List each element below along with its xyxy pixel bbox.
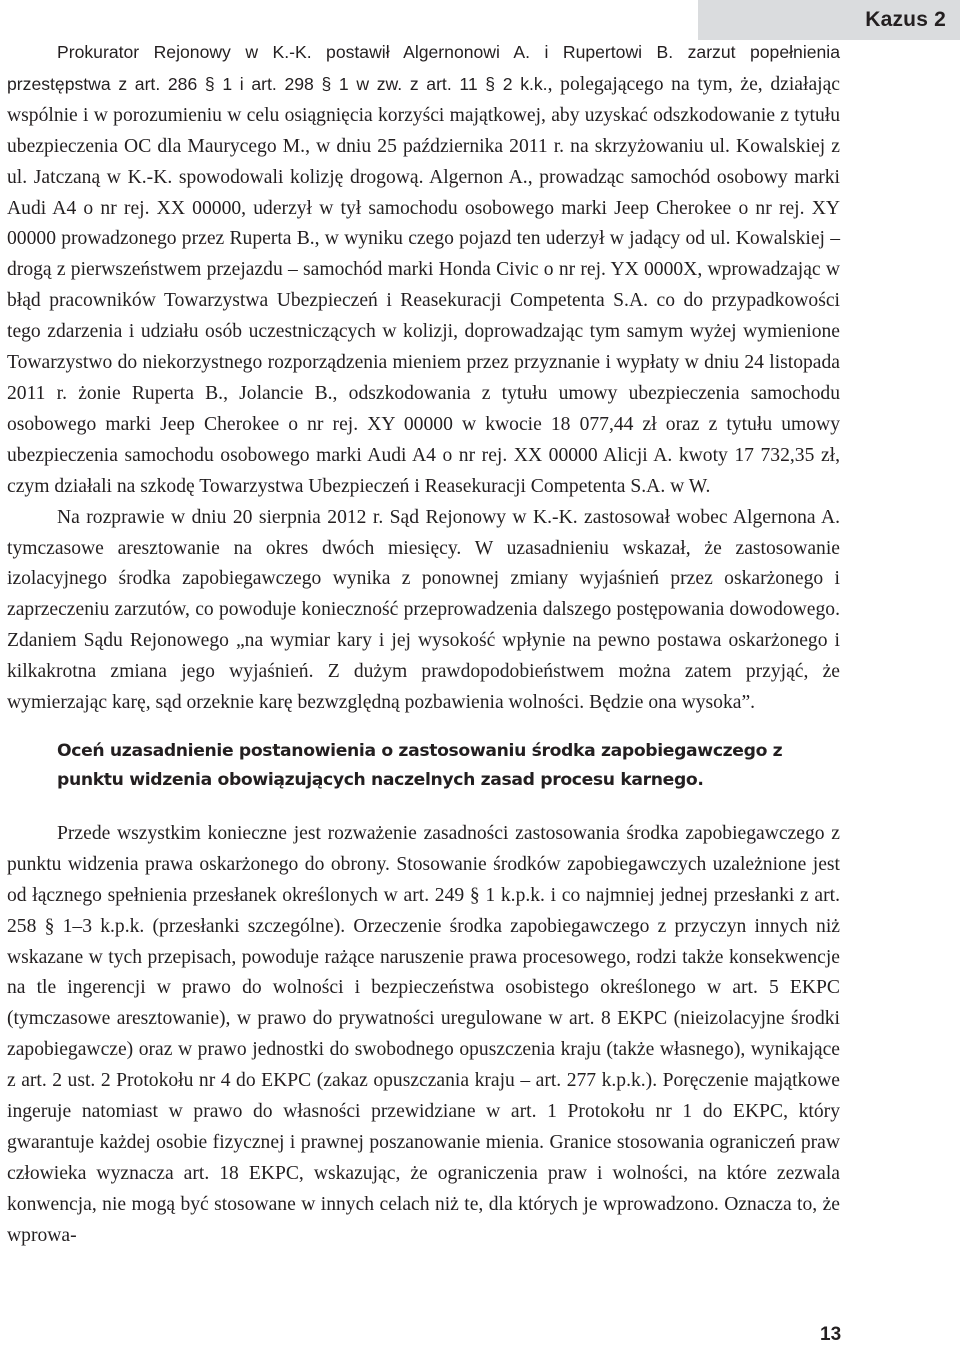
case-question: Oceń uzasadnienie postanowienia o zastosowaniu środka zapobiegawczego z punktu widzenia obowiązujących naczelnych zasad procesu karnego.: [57, 740, 783, 790]
case-facts-body: , polegającego na tym, że, działając wspólnie i w porozumieniu w celu osiągnięcia korzyści majątkowej, aby uzyskać odszkodowanie z tytułu ubezpieczenia OC dla Maurycego M., w dniu 25 października 2011 r. na skrzyżowaniu ul. Kowalskiej z ul. Jatczaną w K.-K. spowodowali kolizję drogową. Algernon A., prowadząc samochód osobowy marki Audi A4 o nr rej. XX 00000, uderzył w tył samochodu osobowego marki Jeep Cherokee o nr rej. XY 00000 prowadzonego przez Ruperta B., w wyniku czego pojazd ten uderzył w jadący od ul. Kowalskiej – drogą z pierwszeństwem przejazdu – samochód marki Honda Civic o nr rej. YX 0000X, wprowadzając w błąd pracowników Towarzystwa Ubezpieczeń i Reasekuracji Competenta S.A. co do przypadkowości tego zdarzenia i udziału osób uczestniczących w kolizji, doprowadzając tym samym wyżej wymienione Towarzystwo do niekorzystnego rozporządzenia mieniem przez przyznanie i wypłaty w dniu 24 listopada 2011 r. żonie Ruperta B., Jolancie B., odszkodowania z tytułu umowy ubezpieczenia samochodu osobowego marki Jeep Cherokee o nr rej. XY 00000 w kwocie 18 077,44 zł oraz z tytułu umowy ubezpieczenia samochodu osobowego marki Audi A4 o nr rej. XX 00000 Alicji A. kwoty 17 732,35 zł, czym działali na szkodę Towarzystwa Ubezpieczeń i Reasekuracji Competenta S.A. w W.: [7, 73, 840, 497]
case-facts-lead: Prokurator Rejonowy w K.-K. postawił Algernonowi A. i Rupertowi B. zarzut popełnienia przestępstwa z art. 286 § 1 i art. 298 § 1 w zw. z art. 11 § 2 k.k.: [7, 42, 840, 94]
section-tab-header: [698, 0, 960, 40]
page-number: 13: [820, 1324, 842, 1345]
page-body: [7, 37, 840, 1252]
section-tab-label: Kazus 2: [865, 8, 946, 31]
answer-paragraph: Przede wszystkim konieczne jest rozważenie zasadności zastosowania środka zapobiegawczego z punktu widzenia prawa oskarżonego do obrony. Stosowanie środków zapobiegawczych uzależnione jest od łącznego spełnienia przesłanek określonych w art. 249 § 1 k.p.k. i co najmniej jednej przesłanki z art. 258 § 1–3 k.p.k. (przesłanki szczególne). Orzeczenie środka zapobiegawczego z przyczyn innych niż wskazane w tych przepisach, powoduje rażące naruszenie prawa procesowego, rodzi także konsekwencje na tle ingerencji w prawo do wolności i bezpieczeństwa osobistego określonego w art. 5 EKPC (tymczasowe aresztowanie), w prawo do prywatności uregulowane w art. 8 EKPC (nieizolacyjne środki zapobiegawcze) oraz w prawo jednostki do swobodnego opuszczenia kraju (także własnego), wynikające z art. 2 ust. 2 Protokołu nr 4 do EKPC (zakaz opuszczania kraju – art. 277 k.p.k.). Poręczenie majątkowe ingeruje natomiast w prawo do własności przewidziane w art. 1 Protokołu nr 1 do EKPC, który gwarantuje każdej osobie fizycznej i prawnej poszanowanie mienia. Granice stosowania ograniczeń praw człowieka wyznacza art. 18 EKPC, wskazując, że ograniczenia praw i wolności, na które zezwala konwencja, nie mogą być stosowane w innych celach niż te, dla których je wprowadzono. Oznacza to, że wprowa-: [7, 822, 840, 1246]
court-ruling-paragraph: Na rozprawie w dniu 20 sierpnia 2012 r. Sąd Rejonowy w K.-K. zastosował wobec Algernona A. tymczasowe aresztowanie na okres dwóch miesięcy. W uzasadnieniu wskazał, że zastosowanie izolacyjnego środka zapobiegawczego wynika z ponownej zmiany wyjaśnień przez oskarżonego i zaprzeczeniu zarzutów, co powoduje konieczność przeprowadzenia dalszego postępowania dowodowego. Zdaniem Sądu Rejonowego „na wymiar kary i jej wysokość wpłynie na pewno postawa oskarżonego i kilkakrotna zmiana jego wyjaśnień. Z dużym prawdopodobieństwem można zatem przyjąć, że wymierzając karę, sąd orzeknie karę bezwzględną pozbawienia wolności. Będzie ona wysoka”.: [7, 506, 840, 714]
case-facts-paragraph: [7, 37, 840, 503]
